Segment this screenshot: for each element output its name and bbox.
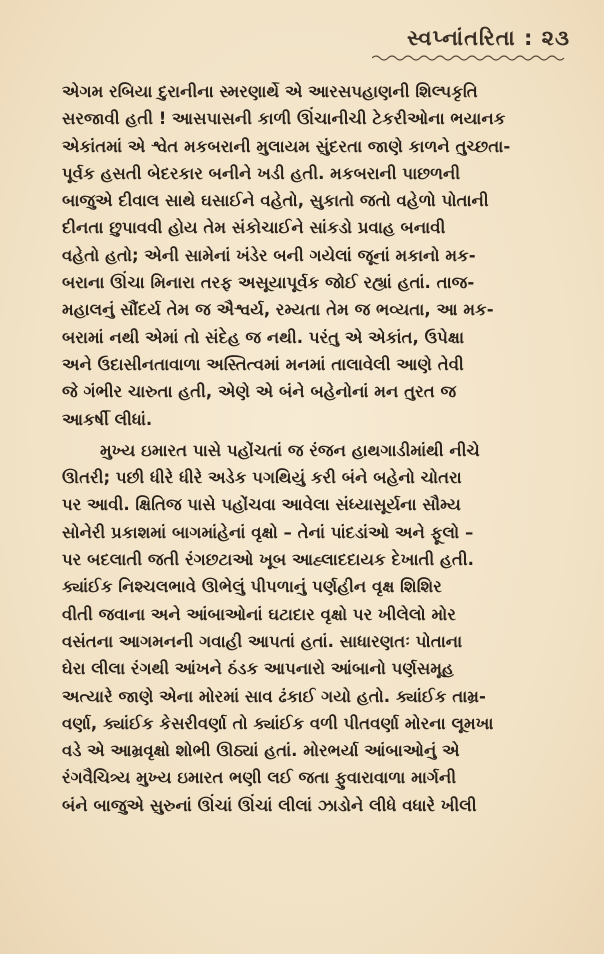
text-line: અને ઉદાસીનતાવાળા અસ્તિત્વમાં મનમાં તાલાવેલી આણે તેવી [62,354,464,374]
text-line: વસંતના આગમનની ગવાહી આપતાં હતાં. સાધારણતઃ પોતાના [62,631,463,651]
wavy-rule-ornament [372,54,568,62]
text-line: વર્ણા, ક્યાંઈક કેસરીવર્ણા તો ક્યાંઈક વળી પીતવર્ણા મોરના લૂમખા [62,713,494,733]
text-line: એકાંતમાં એ શ્વેત મકબરાની મુલાયમ સુંદરતા જાણે કાળને તુચ્છતા- [62,136,511,156]
text-line: વહેતો હતો; એની સામેનાં ખંડેર બની ગયેલાં જૂનાં મકાનો મક- [62,245,476,265]
text-line: ઊતરી; પછી ધીરે ધીરે અડેક પગથિયું કરી બંને બહેનો ચોતરા [62,468,462,488]
running-head: સ્વપ્નાંતરિતા : ૨૩ [407,26,570,50]
text-line: બંને બાજુએ સુરુનાં ઊંચાં ઊંચાં લીલાં ઝાડોને લીધે વધારે ખીલી [62,795,477,815]
paragraph-2 [62,437,572,819]
text-line: બરાના ઊંચા મિનારા તરફ અસૂયાપૂર્વક જોઈ રહ્યાં હતાં. તાજ- [62,273,475,293]
text-line: ક્યાંઈક નિશ્ચલભાવે ઊભેલું પીપળાનું પર્ણહીન વૃક્ષ શિશિર [62,577,442,597]
text-line: ઘેરા લીલા રંગથી આંખને ઠંડક આપનારો આંબાનો પર્ણસમૂહ [62,659,454,679]
text-line: વીતી જવાના અને આંબાઓનાં ઘટાદાર વૃક્ષો પર ખીલેલો મોર [62,604,456,624]
text-line: અત્યારે જાણે એના મોરમાં સાવ ઢંકાઈ ગયો હતો. ક્યાંઈક તામ્ર- [62,686,486,706]
text-line: વડે એ આમ્રવૃક્ષો શોભી ઊઠ્યાં હતાં. મોરભર્યા આંબાઓનું એ [62,741,460,761]
text-line: મુખ્ય ઇમારત પાસે પહોંચતાં જ રંજન હાથગાડીમાંથી નીચે [100,440,480,460]
body-text [62,78,572,819]
text-line: બાજુએ દીવાલ સાથે ઘસાઈને વહેતો, સુકાતો જતો વહેળો પોતાની [62,191,489,211]
text-line: એગમ રબિયા દુરાનીના સ્મરણાર્થે એ આરસપહાણની શિલ્પકૃતિ [62,82,478,101]
text-line: પર આવી. ક્ષિતિજ પાસે પહોંચવા આવેલા સંધ્યાસૂર્યના સૌમ્ય [62,495,461,515]
text-line: દીનતા છુપાવવી હોય તેમ સંકોચાઈને સાંકડો પ્રવાહ બનાવી [62,218,446,238]
text-line: બરામાં નથી એમાં તો સંદેહ જ નથી. પરંતુ એ એકાંત, ઉપેક્ષા [62,327,465,347]
text-line: રંગવૈચિત્ર્ય મુખ્ય ઇમારત ભણી લઈ જતા ફુવારાવાળા માર્ગની [62,768,457,788]
text-line: સોનેરી પ્રકાશમાં બાગમાંહેનાં વૃક્ષો – તેનાં પાંદડાંઓ અને ફૂલો – [62,522,474,542]
text-line: પર બદલાતી જતી રંગછટાઓ ખૂબ આહ્લાદદાયક દેખાતી હતી. [62,550,474,570]
text-line: સરજાવી હતી ! આસપાસની કાળી ઊંચાનીચી ટેકરીઓના ભયાનક [62,109,506,129]
paragraph-1 [62,78,572,433]
text-line: મહાલનું સૌંદર્ય તેમ જ ઐશ્વર્ય, રમ્યતા તેમ જ ભવ્યતા, આ મક- [62,300,494,320]
text-line: જે ગંભીર ચારુતા હતી, એણે એ બંને બહેનોનાં મન તુરત જ [62,382,457,402]
text-line: પૂર્વક હસતી બેદરકાર બનીને ખડી હતી. મકબરાની પાછળની [62,163,461,183]
text-line: આકર્ષી લીધાં. [62,409,153,429]
